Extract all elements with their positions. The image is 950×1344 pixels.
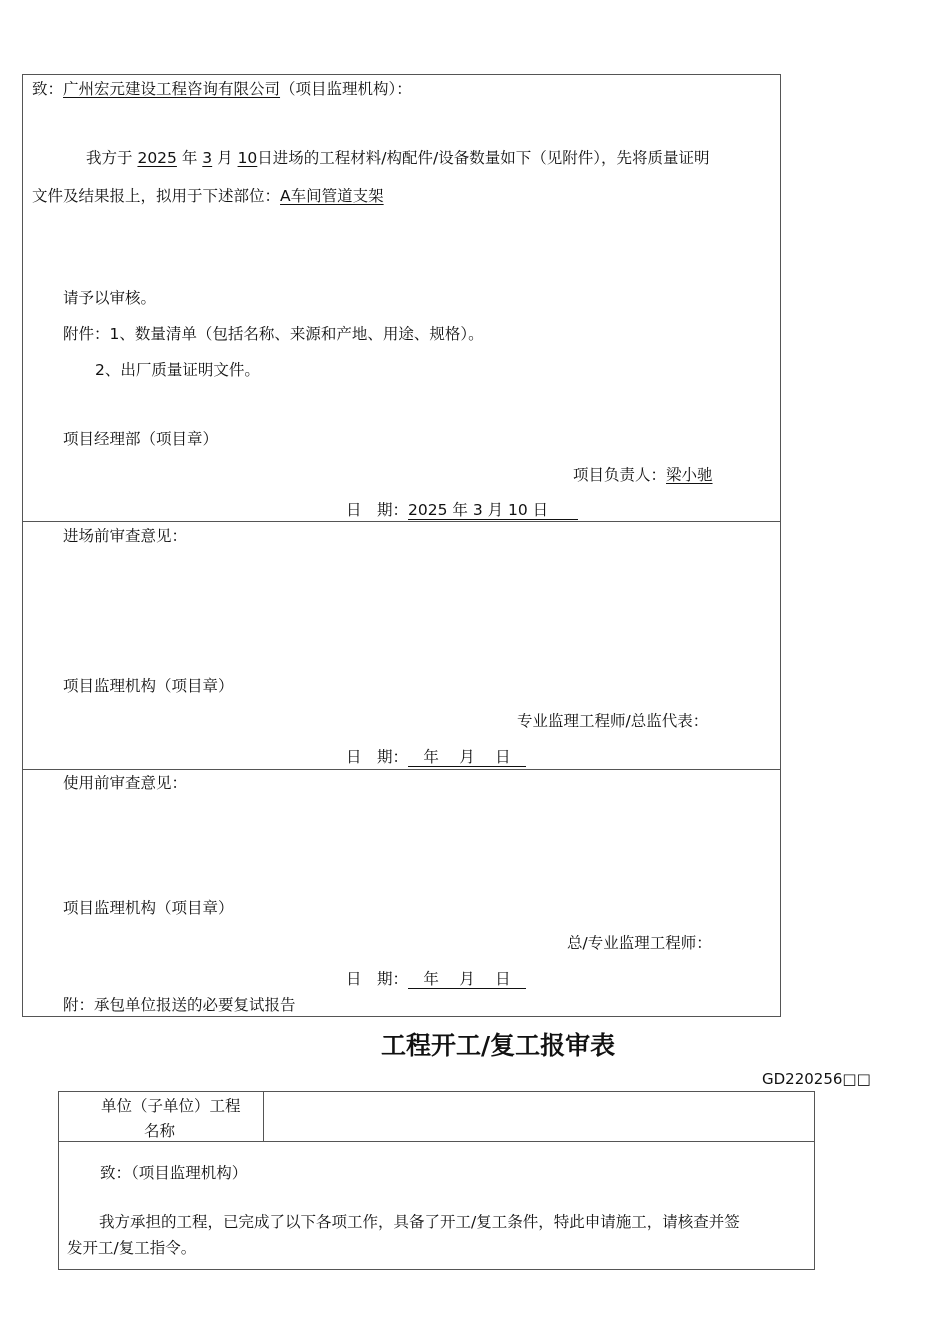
section2-date-value: 年 月 日 [408, 748, 526, 767]
form2-body-line1: 我方承担的工程，已完成了以下各项工作，具备了开工/复工条件，特此申请施工，请核查并签 [99, 1213, 740, 1231]
leader-name: 梁小驰 [666, 466, 713, 484]
section3-title: 使用前审查意见： [63, 774, 188, 792]
attachment-2: 2、出厂质量证明文件。 [95, 361, 260, 379]
p1-text-c: 月 [217, 149, 233, 167]
form2-label-divider [263, 1091, 264, 1142]
leader-line [573, 465, 713, 485]
to-suffix: （项目监理机构）： [280, 80, 412, 98]
form2-to-line: 致：（项目监理机构） [100, 1164, 248, 1182]
form1-divider-1 [22, 521, 781, 522]
p1-year: 2025 [137, 149, 177, 167]
date-value: 2025 年 3 月 10 日 [408, 501, 578, 520]
p1-text-d: 日进场的工程材料/构配件/设备数量如下（见附件），先将质量证明 [257, 149, 710, 167]
p1-day: 10 [237, 149, 258, 167]
p1-text-a: 我方于 [86, 149, 133, 167]
form1-divider-2 [22, 769, 781, 770]
section2-date-line [346, 747, 526, 767]
attachment-1: 附件：1、数量清单（包括名称、来源和产地、用途、规格）。 [63, 325, 484, 343]
form1-to-line [32, 79, 412, 99]
form1-paragraph-line2 [32, 186, 384, 206]
p1-month: 3 [202, 149, 213, 167]
to-prefix: 致： [32, 80, 64, 98]
form2-row-divider [58, 1141, 815, 1142]
form1-note: 附：承包单位报送的必要复试报告 [63, 996, 296, 1014]
request-text: 请予以审核。 [63, 289, 157, 307]
leader-label: 项目负责人： [573, 466, 667, 484]
unit-label-line1: 单位（子单位）工程 [101, 1097, 241, 1115]
form2-title: 工程开工/复工报审表 [381, 1031, 616, 1060]
p2-text: 文件及结果报上，拟用于下述部位： [32, 187, 281, 205]
form2-code: GD220256□□ [762, 1070, 871, 1088]
section2-title: 进场前审查意见： [63, 527, 188, 545]
form1-paragraph-line1 [86, 148, 710, 168]
section3-date-line [346, 969, 526, 989]
section2-org: 项目监理机构（项目章） [63, 677, 234, 695]
section3-date-value: 年 月 日 [408, 970, 526, 989]
section3-signer: 总/专业监理工程师： [567, 934, 712, 952]
form2-body-line2: 发开工/复工指令。 [67, 1239, 197, 1257]
unit-label-line2: 名称 [144, 1122, 176, 1140]
p1-text-b: 年 [181, 149, 198, 167]
date-label: 日 期： [346, 501, 409, 519]
section2-date-label: 日 期： [346, 748, 409, 766]
form1-date-line [346, 500, 578, 520]
section3-org: 项目监理机构（项目章） [63, 899, 234, 917]
project-dept: 项目经理部（项目章） [63, 430, 219, 448]
p2-location: A车间管道支架 [280, 187, 384, 205]
section3-date-label: 日 期： [346, 970, 409, 988]
to-organization: 广州宏元建设工程咨询有限公司 [63, 80, 281, 98]
section2-signer: 专业监理工程师/总监代表： [517, 712, 709, 730]
